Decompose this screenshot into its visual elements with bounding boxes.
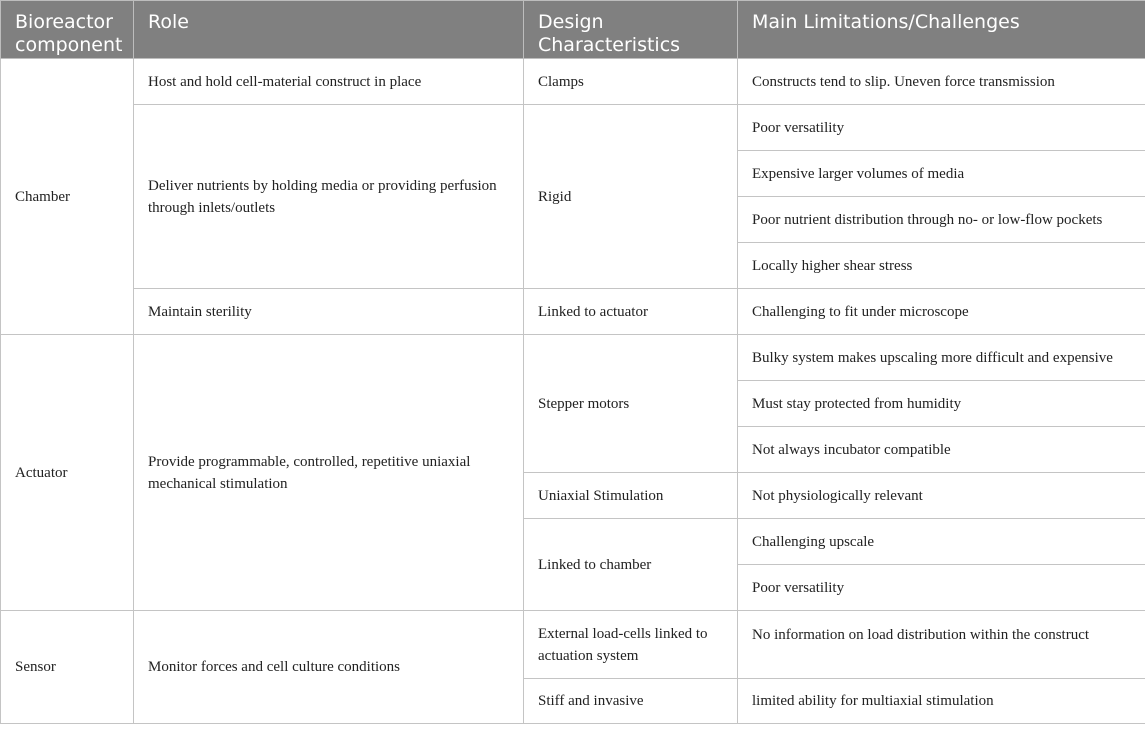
limitation-cell: Constructs tend to slip. Uneven force transmission <box>738 59 1145 105</box>
limitation-cell: Challenging upscale <box>738 519 1145 565</box>
table-row <box>1 105 1145 151</box>
design-cell: Uniaxial Stimulation <box>524 473 738 519</box>
role-cell: Host and hold cell-material construct in place <box>134 59 524 105</box>
role-cell: Maintain sterility <box>134 289 524 335</box>
limitation-cell: Expensive larger volumes of media <box>738 151 1145 197</box>
limitation-cell: Must stay protected from humidity <box>738 381 1145 427</box>
header-design: Design Characteristics <box>524 1 738 59</box>
table-row <box>1 335 1145 381</box>
limitation-cell: Poor versatility <box>738 565 1145 611</box>
design-cell: Rigid <box>524 105 738 289</box>
design-cell: Clamps <box>524 59 738 105</box>
table-header-row <box>1 1 1145 59</box>
design-cell: Linked to actuator <box>524 289 738 335</box>
component-chamber: Chamber <box>1 59 134 335</box>
limitation-cell: Challenging to fit under microscope <box>738 289 1145 335</box>
table-row <box>1 59 1145 105</box>
limitation-cell: No information on load distribution within the construct <box>738 611 1145 679</box>
design-cell: Linked to chamber <box>524 519 738 611</box>
component-sensor: Sensor <box>1 611 134 724</box>
role-cell: Monitor forces and cell culture conditions <box>134 611 524 724</box>
limitation-cell: limited ability for multiaxial stimulation <box>738 679 1145 724</box>
limitation-cell: Not physiologically relevant <box>738 473 1145 519</box>
limitation-cell: Locally higher shear stress <box>738 243 1145 289</box>
header-component: Bioreactor component <box>1 1 134 59</box>
role-cell: Deliver nutrients by holding media or providing perfusion through inlets/outlets <box>134 105 524 289</box>
component-actuator: Actuator <box>1 335 134 611</box>
design-cell: Stepper motors <box>524 335 738 473</box>
design-cell: External load-cells linked to actuation system <box>524 611 738 679</box>
header-limitations: Main Limitations/Challenges <box>738 1 1145 59</box>
limitation-cell: Poor nutrient distribution through no- or low-flow pockets <box>738 197 1145 243</box>
limitation-cell: Not always incubator compatible <box>738 427 1145 473</box>
header-role: Role <box>134 1 524 59</box>
role-cell: Provide programmable, controlled, repetitive uniaxial mechanical stimulation <box>134 335 524 611</box>
limitation-cell: Bulky system makes upscaling more difficult and expensive <box>738 335 1145 381</box>
limitation-cell: Poor versatility <box>738 105 1145 151</box>
table-row <box>1 611 1145 679</box>
design-cell: Stiff and invasive <box>524 679 738 724</box>
table-row <box>1 289 1145 335</box>
